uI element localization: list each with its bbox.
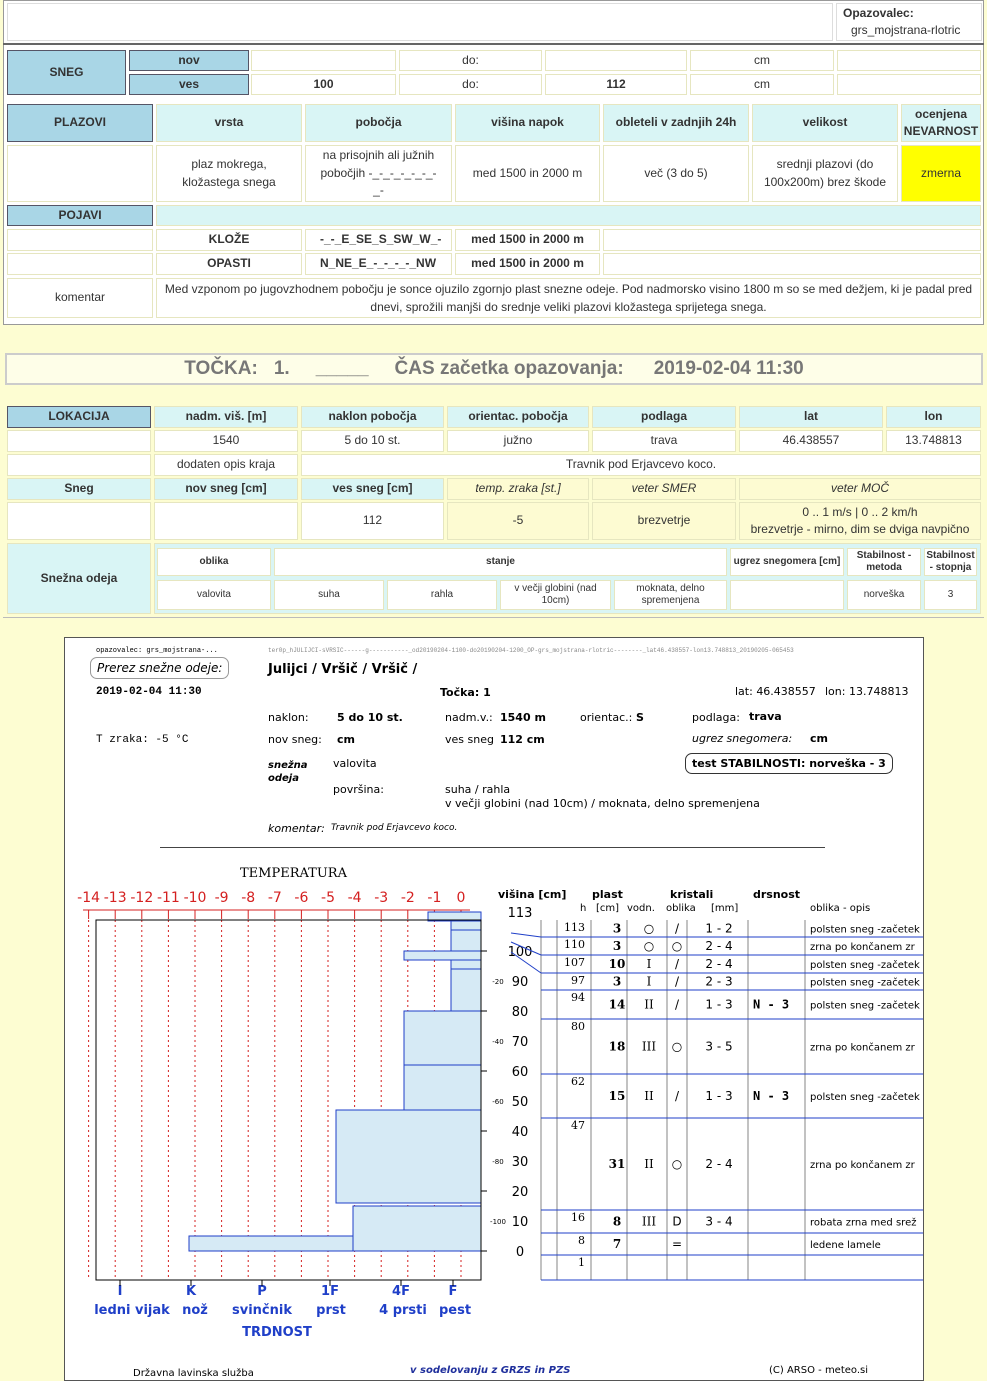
- layer-h: 47: [571, 1119, 585, 1132]
- lok-naklon: 5 do 10 st.: [301, 430, 444, 452]
- sneg2-temp: -5: [447, 502, 589, 540]
- pojavi-klozhe-alt: med 1500 in 2000 m: [455, 229, 600, 251]
- prof-naklon: 5 do 10 st.: [337, 711, 403, 724]
- hardness-name: pest: [438, 1303, 472, 1318]
- temp-depth-tick: -40: [492, 1038, 504, 1046]
- height-tick: 0: [515, 1245, 525, 1260]
- hardness-name: ledni vijak: [94, 1303, 170, 1318]
- lok-opis-label: dodaten opis kraja: [154, 454, 298, 476]
- hardness-block: [451, 969, 481, 1011]
- plazovi-pobocja: na prisojnih ali južnih pobočjih -_-_-_-_-_-_-_-: [305, 145, 452, 202]
- layer-wet: ○: [643, 939, 655, 953]
- foot-right: (C) ARSO - meteo.si: [769, 1365, 869, 1376]
- hardness-name: nož: [182, 1303, 208, 1318]
- odeja-oblika: valovita: [157, 580, 271, 610]
- layer-desc: ledene lamele: [810, 1240, 881, 1251]
- sneg2-ves: 112: [301, 502, 444, 540]
- layer-mm: 2 - 4: [705, 939, 733, 953]
- foot-left: Državna lavinska služba: [133, 1368, 254, 1379]
- hardness-block: [404, 1065, 481, 1110]
- layer-h: 113: [564, 921, 585, 934]
- sub-cm: [cm]: [596, 903, 620, 914]
- pojavi-opasti-alt: med 1500 in 2000 m: [455, 253, 600, 275]
- col-h: višina [cm]: [498, 888, 567, 901]
- odeja-rahla: rahla: [387, 580, 497, 610]
- lok-opis: Travnik pod Erjavcevo koco.: [301, 454, 981, 476]
- odeja-h-ugrez: ugrez snegomera [cm]: [730, 548, 844, 576]
- layer-connector: [511, 933, 541, 937]
- layer-form: /: [674, 957, 680, 971]
- plazovi-label: PLAZOVI: [7, 104, 153, 142]
- hardness-title: TRDNOST: [242, 1325, 312, 1340]
- sneg-ves-label: ves: [129, 74, 249, 95]
- layer-desc: polsten sneg -začetek: [810, 960, 920, 971]
- sub-oblika: oblika: [666, 903, 696, 914]
- odeja-ugrez: [730, 580, 844, 610]
- odeja-h-oblika: oblika: [157, 548, 271, 576]
- layer-form: ○: [671, 939, 683, 953]
- layer-desc: polsten sneg -začetek: [810, 977, 920, 989]
- prof-odeja: valovita: [333, 757, 377, 770]
- sneg2-smer: brezvetrje: [592, 502, 736, 540]
- layer-desc: polsten sneg -začetek: [810, 1092, 920, 1103]
- sneg-ves-unit: cm: [690, 74, 834, 95]
- prof-nadm: 1540 m: [500, 711, 546, 724]
- layer-mm: 1 - 3: [705, 1089, 733, 1103]
- plazovi-h-vrsta: vrsta: [156, 104, 302, 142]
- observer-box: [836, 3, 982, 41]
- layer-desc: zrna po končanem zr: [810, 1042, 915, 1054]
- height-tick: 60: [511, 1065, 529, 1080]
- snow-profile: [64, 637, 924, 1381]
- prof-ves: 112 cm: [500, 733, 545, 746]
- temp-tick: -2: [400, 890, 415, 906]
- odeja-metoda: norveška: [847, 580, 921, 610]
- layer-form: ○: [671, 1157, 683, 1171]
- sneg2-h-smer: veter SMER: [592, 478, 736, 500]
- plazovi-visina: med 1500 in 2000 m: [455, 145, 600, 202]
- col-plast: plast: [592, 888, 623, 901]
- odeja-h-stanje: stanje: [274, 548, 727, 576]
- layer-wet: III: [641, 1039, 657, 1054]
- hardness-block: [336, 1110, 481, 1203]
- odeja-globina: v večji globini (nad 10cm): [500, 580, 611, 610]
- prof-povrs-label: površina:: [333, 783, 384, 796]
- sub-vodn: vodn.: [627, 903, 655, 914]
- layer-desc: zrna po končanem zr: [810, 1160, 915, 1171]
- prof-obs: opazovalec: grs_mojstrana-...: [96, 647, 218, 655]
- layer-wet: III: [641, 1214, 657, 1229]
- hardness-name: 4 prsti: [379, 1303, 427, 1318]
- pojavi-klozhe: KLOŽE: [156, 229, 302, 251]
- hardness-block: [404, 1011, 481, 1065]
- komentar-text: Med vzponom po jugovzhodnem pobočju je sonce ojuzilo zgornjo plast snezne odeje. Pod nadmorsko visino 1800 m so se med dežjem, ki je padal pred dnevi, sprožili manjši do srednje veliki plazovi kložastega sprijetega snega.: [156, 278, 981, 318]
- hardness-code: 4F: [392, 1284, 410, 1299]
- sneg-nov-to: [545, 50, 687, 71]
- layer-h: 107: [564, 956, 585, 969]
- sneg2-h-moc: veter MOČ: [739, 478, 981, 500]
- sneg2-h-ves: ves sneg [cm]: [301, 478, 444, 500]
- height-tick: 40: [511, 1125, 529, 1140]
- lok-podlaga: trava: [592, 430, 736, 452]
- plazovi-h-pobocja: pobočja: [305, 104, 452, 142]
- temp-tick: -13: [103, 890, 127, 906]
- layer-desc: zrna po končanem zr: [810, 942, 915, 953]
- hardness-block: [404, 951, 481, 960]
- tocka-bar: [5, 353, 983, 385]
- plazovi-nevarnost: zmerna: [901, 145, 981, 202]
- layer-cm: 18: [608, 1039, 626, 1054]
- layer-mm: 2 - 4: [705, 957, 733, 971]
- pojavi-label: POJAVI: [7, 205, 153, 226]
- lok-h-podlaga: podlaga: [592, 406, 736, 428]
- lok-h-nadm: nadm. viš. [m]: [154, 406, 298, 428]
- layer-h: 16: [571, 1211, 585, 1224]
- prof-lat: lat: 46.438557: [735, 685, 816, 698]
- pojavi-opasti-aspects: N_NE_E_-_-_-_-_NW: [305, 253, 452, 275]
- plazovi-h-visina: višina napok: [455, 104, 600, 142]
- prof-tzraka: T zraka: -5 °C: [96, 734, 189, 746]
- col-kris: kristali: [670, 888, 714, 901]
- layer-cm: 10: [608, 957, 626, 971]
- prof-ugrez: cm: [810, 732, 828, 745]
- temp-tick: -11: [156, 890, 180, 906]
- lok-lat: 46.438557: [739, 430, 883, 452]
- layer-form: /: [674, 997, 680, 1012]
- hardness-block: [353, 1206, 481, 1251]
- temp-depth-tick: -60: [492, 1098, 504, 1106]
- temp-tick: -7: [267, 890, 282, 906]
- height-tick: 20: [511, 1185, 529, 1200]
- plazovi-h-obleteli: obleteli v zadnjih 24h: [603, 104, 749, 142]
- prof-povrs2: v večji globini (nad 10cm) / moknata, delno spremenjena: [445, 797, 760, 810]
- layer-form: ○: [671, 1039, 683, 1054]
- odeja-h-metoda: Stabilnost - metoda: [847, 548, 921, 576]
- layer-cm: 14: [608, 997, 626, 1012]
- layer-h: 97: [571, 974, 585, 987]
- lok-lon: 13.748813: [886, 430, 981, 452]
- prof-naklon-label: naklon:: [268, 711, 309, 724]
- sneg2-label: Sneg: [7, 478, 151, 500]
- prof-date: 2019-02-04 11:30: [96, 686, 202, 698]
- layer-form: /: [674, 974, 680, 989]
- temp-tick: -6: [294, 890, 309, 906]
- height-tick: 50: [511, 1095, 529, 1110]
- height-tick: 70: [511, 1035, 529, 1050]
- prof-povrs1: suha / rahla: [445, 783, 511, 796]
- foot-mid: v sodelovanju z GRZS in PZS: [410, 1365, 571, 1376]
- sub-mm: [mm]: [711, 903, 739, 914]
- pojavi-opasti: OPASTI: [156, 253, 302, 275]
- prof-nov: cm: [337, 733, 355, 746]
- temp-depth-tick: -20: [492, 978, 504, 986]
- layer-form: =: [671, 1237, 683, 1251]
- layer-wet: I: [646, 974, 652, 989]
- height-tick: 80: [511, 1005, 529, 1020]
- layer-h: 80: [571, 1020, 585, 1033]
- prof-lon: lon: 13.748813: [825, 685, 909, 698]
- layer-desc: polsten sneg -začetek: [810, 924, 920, 936]
- layer-drs: N - 3: [753, 1089, 790, 1103]
- temp-depth-tick: -80: [492, 1158, 504, 1166]
- prof-stab: test STABILNOSTI: norveška - 3: [685, 753, 893, 774]
- temp-title: TEMPERATURA: [240, 866, 347, 881]
- layer-h: 8: [578, 1234, 585, 1247]
- odeja-h-stopnja: Stabilnost - stopnja: [924, 548, 977, 576]
- layer-h: 110: [564, 938, 585, 951]
- lokacija-label: LOKACIJA: [7, 406, 151, 428]
- prof-podlaga-label: podlaga:: [692, 711, 740, 724]
- hardness-code: P: [257, 1284, 267, 1299]
- sneg-ves-to: 112: [545, 74, 687, 95]
- tocka-label: TOČKA:: [184, 358, 258, 379]
- layer-wet: II: [644, 1157, 654, 1171]
- sub-opis: oblika - opis: [810, 903, 871, 914]
- prof-ves-label: ves sneg: [445, 733, 494, 746]
- layer-mm: 3 - 4: [705, 1214, 733, 1229]
- temp-tick: -9: [214, 890, 229, 906]
- prof-tocka: Točka: 1: [440, 686, 491, 699]
- height-tick: 100: [507, 945, 533, 960]
- sneg2-moc: 0 .. 1 m/s | 0 .. 2 km/h brezvetrje - mirno, dim se dviga navpično: [739, 502, 981, 540]
- layer-form: /: [674, 921, 680, 936]
- lok-h-naklon: naklon pobočja: [301, 406, 444, 428]
- layer-cm: 3: [612, 974, 622, 989]
- cas-value: 2019-02-04 11:30: [653, 358, 804, 379]
- temp-tick: -14: [77, 890, 101, 906]
- temp-tick: -5: [321, 890, 335, 906]
- layer-wet: I: [646, 957, 652, 971]
- temp-tick: -1: [427, 890, 442, 906]
- temp-tick: -10: [183, 890, 207, 906]
- layer-mm: 1 - 2: [705, 921, 733, 936]
- height-tick: 113: [507, 906, 533, 921]
- sneg-ves-from: 100: [251, 74, 396, 95]
- layer-mm: 2 - 3: [705, 974, 733, 989]
- layer-form: D: [672, 1214, 682, 1229]
- layer-cm: 31: [608, 1157, 626, 1171]
- lok-h-lon: lon: [886, 406, 981, 428]
- sneg2-h-nov: nov sneg [cm]: [154, 478, 298, 500]
- prof-podlaga: trava: [749, 710, 782, 723]
- sneg-nov-from: [251, 50, 396, 71]
- prof-code: ter0p_hJULIJCI-sVRSIC------g-----------_od20190204-1100-do20190204-1200_OP-grs_mojstrana-rlotric--------_lat46.438557-lon13.748813_20190205-065453: [268, 647, 794, 654]
- col-drs: drsnost: [753, 888, 801, 901]
- tocka-num: 1.: [273, 358, 290, 379]
- temp-tick: -12: [130, 890, 154, 906]
- temp-tick: -3: [374, 890, 389, 906]
- prof-orient: S: [636, 711, 644, 724]
- hardness-code: 1F: [321, 1284, 339, 1299]
- layer-wet: II: [644, 1089, 654, 1103]
- sneg-ves-do: do:: [399, 74, 542, 95]
- plazovi-h-velikost: velikost: [752, 104, 898, 142]
- prof-kom-label: komentar:: [268, 822, 325, 835]
- temp-depth-tick: -100: [490, 1218, 506, 1226]
- layer-wet: ○: [643, 921, 655, 936]
- height-tick: 10: [511, 1215, 529, 1230]
- observer-value: grs_mojstrana-rlotric: [851, 23, 961, 37]
- layer-desc: robata zrna med srež: [810, 1217, 917, 1229]
- height-tick: 90: [511, 975, 529, 990]
- prof-nadm-label: nadm.v.:: [445, 711, 493, 724]
- layer-cm: 15: [608, 1089, 626, 1103]
- plazovi-obleteli: več (3 do 5): [603, 145, 749, 202]
- temp-tick: -4: [347, 890, 362, 906]
- odeja-stopnja: 3: [924, 580, 977, 610]
- layer-drs: N - 3: [753, 997, 790, 1012]
- hardness-code: I: [117, 1284, 123, 1299]
- temp-tick: 0: [456, 890, 466, 906]
- layer-form: /: [674, 1089, 680, 1103]
- hardness-code: F: [448, 1284, 458, 1299]
- prof-ugrez-label: ugrez snegomera:: [692, 732, 793, 745]
- lok-nadm: 1540: [154, 430, 298, 452]
- layer-cm: 7: [612, 1237, 622, 1251]
- layer-cm: 3: [612, 939, 622, 953]
- sneg2-nov: [154, 502, 298, 540]
- komentar-label: komentar: [7, 278, 153, 318]
- height-tick: 30: [511, 1155, 529, 1170]
- layer-cm: 8: [612, 1214, 622, 1229]
- hardness-block: [451, 921, 481, 930]
- layer-h: 94: [571, 991, 585, 1004]
- layer-h: 1: [578, 1256, 585, 1269]
- prof-nov-label: nov sneg:: [268, 733, 322, 746]
- hardness-code: K: [185, 1284, 197, 1299]
- hardness-name: prst: [316, 1303, 346, 1318]
- prof-odeja-label: snežna odeja: [268, 760, 308, 784]
- sneg-nov-unit: cm: [690, 50, 834, 71]
- lok-h-lat: lat: [739, 406, 883, 428]
- hardness-block: [451, 960, 481, 969]
- sub-h: h: [580, 903, 587, 914]
- profile-chart: [65, 638, 924, 1381]
- sneg2-h-temp: temp. zraka [st.]: [447, 478, 589, 500]
- plazovi-velikost: srednji plazovi (do 100x200m) brez škode: [752, 145, 898, 202]
- plazovi-vrsta: plaz mokrega, kložastega snega: [156, 145, 302, 202]
- prof-orient-label: orientac.:: [580, 711, 633, 724]
- sneg-label: SNEG: [7, 50, 126, 95]
- sneg-nov-do: do:: [399, 50, 542, 71]
- lok-h-orient: orientac. pobočja: [447, 406, 589, 428]
- layer-mm: 2 - 4: [705, 1157, 733, 1171]
- temp-tick: -8: [241, 890, 256, 906]
- layer-desc: polsten sneg -začetek: [810, 1000, 920, 1012]
- hardness-name: svinčnik: [232, 1303, 292, 1318]
- layer-cm: 3: [612, 921, 622, 936]
- layer-h: 62: [571, 1075, 585, 1088]
- prof-kom: Travnik pod Erjavcevo koco.: [331, 823, 458, 833]
- layer-mm: 3 - 5: [705, 1039, 733, 1054]
- pojavi-klozhe-aspects: -_-_E_SE_S_SW_W_-: [305, 229, 452, 251]
- hardness-block: [451, 930, 481, 951]
- layer-wet: II: [644, 997, 654, 1012]
- observer-label: Opazovalec:: [843, 5, 914, 20]
- plazovi-h-nevarnost: ocenjena NEVARNOST: [901, 104, 981, 142]
- layer-mm: 1 - 3: [705, 997, 733, 1012]
- odeja-label: Snežna odeja: [7, 543, 151, 614]
- lok-orient: južno: [447, 430, 589, 452]
- sneg-nov-label: nov: [129, 50, 249, 71]
- odeja-suha: suha: [274, 580, 384, 610]
- prof-prerez: Prerez snežne odeje:: [90, 657, 229, 679]
- prof-loc: Julijci / Vršič / Vršič /: [268, 662, 418, 677]
- cas-label: ČAS začetka opazovanja:: [394, 358, 624, 379]
- tocka-blank: _____: [315, 358, 369, 379]
- odeja-moknata: moknata, delno spremenjena: [614, 580, 727, 610]
